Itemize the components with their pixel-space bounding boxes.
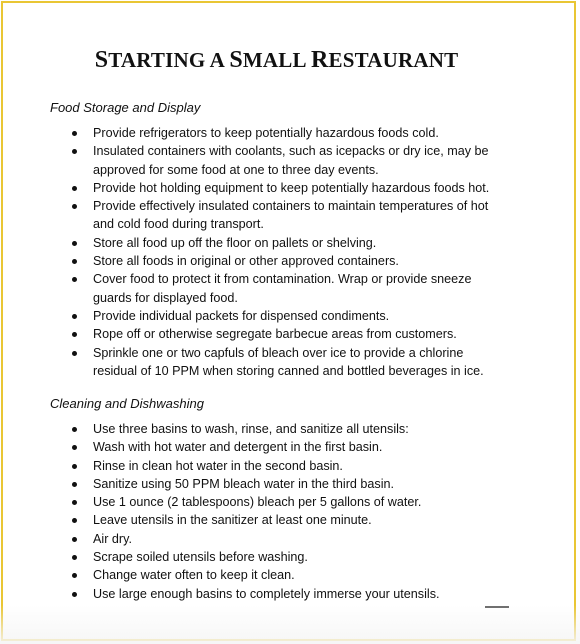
list-item: Store all food up off the floor on pallets or shelving.	[0, 234, 560, 252]
list-item: Use large enough basins to completely immerse your utensils.	[0, 585, 560, 603]
page-title	[0, 47, 553, 74]
list-item: Provide effectively insulated containers to maintain temperatures of hot and cold food during transport.	[0, 197, 560, 234]
section-heading-food-storage: Food Storage and Display	[50, 100, 201, 115]
list-item: Air dry.	[0, 530, 560, 548]
list-item: Leave utensils in the sanitizer at least one minute.	[0, 511, 560, 529]
page-bottom-fade	[0, 605, 580, 644]
list-item: Sanitize using 50 PPM bleach water in the third basin.	[0, 475, 560, 493]
bullet-icon	[72, 500, 77, 505]
list-item: Scrape soiled utensils before washing.	[0, 548, 560, 566]
list-item: Rope off or otherwise segregate barbecue areas from customers.	[0, 325, 560, 343]
list-item: Provide refrigerators to keep potentially hazardous foods cold.	[0, 124, 560, 142]
list-item: Rinse in clean hot water in the second basin.	[0, 457, 560, 475]
bullet-icon	[72, 482, 77, 487]
bullet-icon	[72, 186, 77, 191]
list-item: Change water often to keep it clean.	[0, 566, 560, 584]
bullet-icon	[72, 314, 77, 319]
list-item: Insulated containers with coolants, such as icepacks or dry ice, may be approved for some food at one to three day events.	[0, 142, 560, 179]
bullet-icon	[72, 277, 77, 282]
list-item: Sprinkle one or two capfuls of bleach over ice to provide a chlorine residual of 10 PPM when storing canned and bottled beverages in ice.	[0, 344, 560, 381]
bullet-icon	[72, 259, 77, 264]
bullet-icon	[72, 592, 77, 597]
list-item: Store all foods in original or other approved containers.	[0, 252, 560, 270]
title-word-starting: STARTING A	[94, 47, 230, 73]
list-item: Wash with hot water and detergent in the first basin.	[0, 438, 560, 456]
list-item: Provide hot holding equipment to keep potentially hazardous foods hot.	[0, 179, 560, 197]
title-word-restaurant: RESTAURANT	[310, 47, 459, 73]
bullet-icon	[72, 555, 77, 560]
bullet-icon	[72, 241, 77, 246]
bullet-icon	[72, 351, 77, 356]
list-item: Use 1 ounce (2 tablespoons) bleach per 5 gallons of water.	[0, 493, 560, 511]
list-item: Use three basins to wash, rinse, and sanitize all utensils:	[0, 420, 560, 438]
bullet-list-food-storage	[0, 124, 560, 380]
section-heading-cleaning: Cleaning and Dishwashing	[50, 396, 204, 411]
bullet-icon	[72, 131, 77, 136]
list-item: Provide individual packets for dispensed condiments.	[0, 307, 560, 325]
bullet-icon	[72, 204, 77, 209]
bullet-icon	[72, 149, 77, 154]
bullet-icon	[72, 518, 77, 523]
list-item: Cover food to protect it from contamination. Wrap or provide sneeze guards for displayed food.	[0, 270, 560, 307]
bullet-icon	[72, 332, 77, 337]
bullet-icon	[72, 573, 77, 578]
bullet-icon	[72, 445, 77, 450]
bullet-list-cleaning	[0, 420, 560, 603]
page-fold-mark	[485, 606, 509, 608]
bullet-icon	[72, 427, 77, 432]
bullet-icon	[72, 537, 77, 542]
bullet-icon	[72, 464, 77, 469]
title-word-small: SMALL	[229, 47, 311, 73]
